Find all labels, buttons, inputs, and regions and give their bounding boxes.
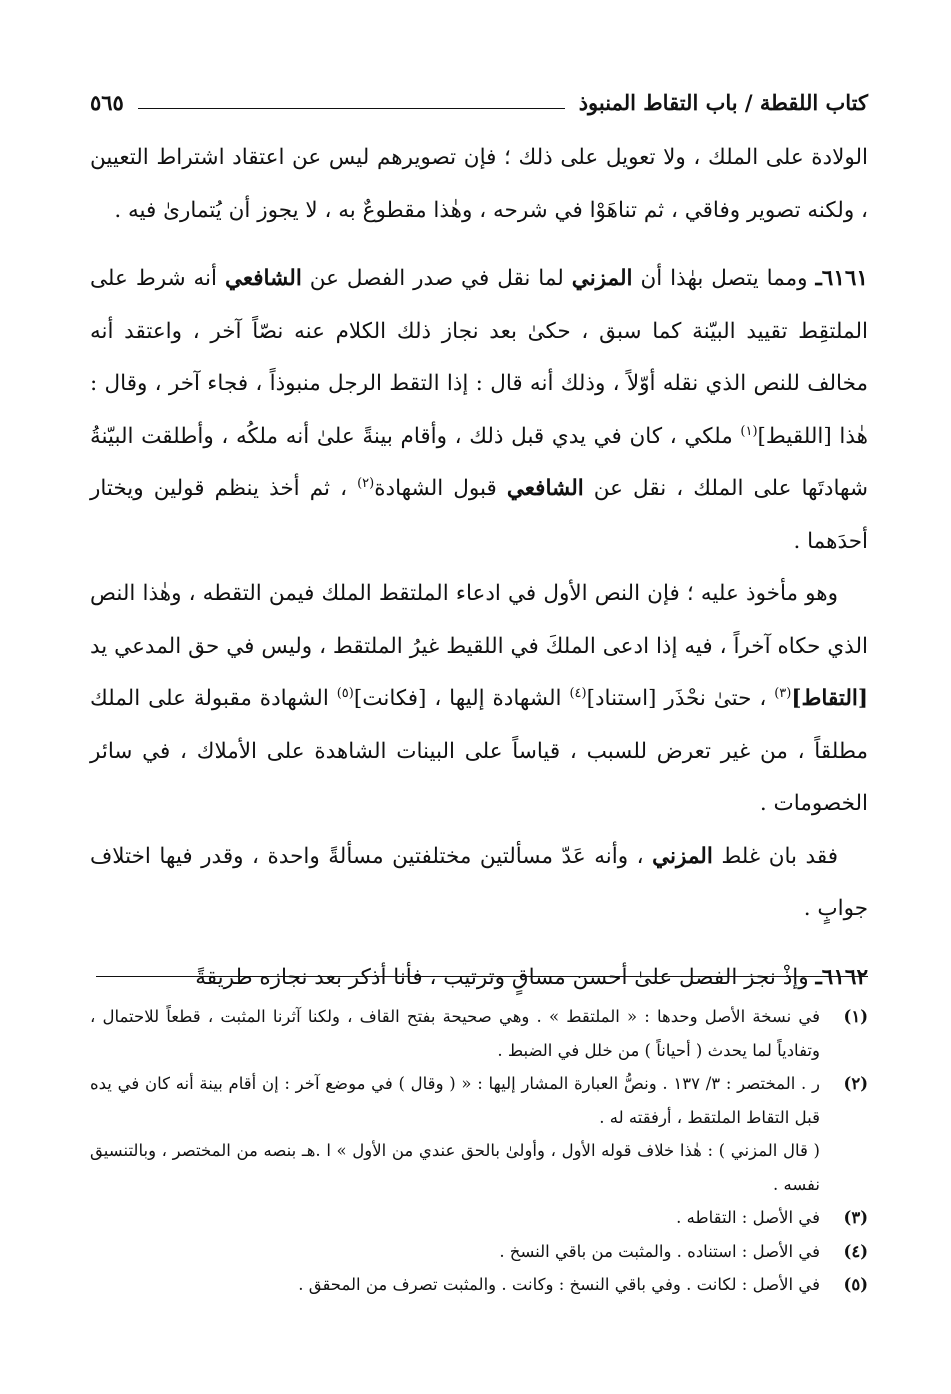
body-text — [90, 132, 868, 1004]
book-title: كتاب اللقطة / باب التقاط المنبوذ — [578, 89, 868, 115]
paragraph-6162: ٦١٦٢ـ وإذْ نجز الفصل علىٰ أحسن مساقٍ وترتيب ، فأنا أذكر بعد نجازه طريقةً — [195, 964, 868, 990]
footnote-separator — [96, 976, 868, 977]
footnote-ref-5[interactable]: (٥) — [336, 685, 354, 701]
footnote-1: (١) في نسخة الأصل وحدها : « الملتقط » . وهي صحيحة بفتح القاف ، ولكنا آثرنا المثبت ، قطعاً للاحتمال ، وتفادياً لما يحدث ( أحياناً ) من خلل في الضبط . — [90, 1007, 868, 1060]
name-shafii: الشافعي — [506, 476, 584, 501]
running-header — [90, 78, 868, 126]
paragraph-4: فقد بان غلط المزني ، وأنه عَدّ مسألتين مختلفتين مسألةً واحدة ، وقدر فيها اختلاف جوابٍ . — [90, 843, 868, 921]
footnote-ref-2[interactable]: (٢) — [357, 475, 375, 491]
page — [90, 78, 868, 1004]
name-muzani: المزني — [571, 266, 633, 291]
footnote-2: (٢) ر . المختصر : ٣/ ١٣٧ . ونصُّ العبارة المشار إليها : « ( وقال ) في موضع آخر : إن أقام بينة أنه كان في يده قبل التقاط الملتقط ، أرفقته له . — [90, 1074, 868, 1127]
name-muzani: المزني — [652, 843, 713, 869]
footnote-2-continued: ( قال المزني ) : هٰذا خلاف قوله الأول ، وأولىٰ بالحق عندي من الأول » ا .هـ بنصه من المختصر ، وبالتنسيق نفسه . — [90, 1141, 820, 1194]
footnote-ref-1[interactable]: (١) — [740, 423, 758, 439]
footnote-ref-3[interactable]: (٣) — [774, 685, 792, 701]
footnote-ref-4[interactable]: (٤) — [569, 685, 587, 701]
footnote-3: (٣) في الأصل : التقاطه . — [676, 1208, 868, 1227]
paragraph-number: ٦١٦١ـ — [815, 266, 868, 291]
bracket-term: [التقاط] — [791, 686, 869, 711]
paragraph-6161: ٦١٦١ـ ومما يتصل بهٰذا أن المزني لما نقل في صدر الفصل عن الشافعي أنه شرط على الملتقِط تقييد البيّنة كما سبق ، حكىٰ بعد نجاز ذلك الكلام عنه نصّاً آخر ، واعتقد أنه مخالف للنص الذي نقله أوّلاً ، وذلك أنه قال : إذا التقط الرجل منبوذاً ، فجاء آخر ، وقال : هٰذا [اللقيط]$^{(١)}$ ملكي ، كان في يدي قبل ذلك ، وأقام بينةً علىٰ أنه ملكُه ، وأطلقت البيّنةُ شهادتَها على الملك ، نقل عن الشافعي قبول الشهادة$^{(٢)}$ ، ثم أخذ ينظم قولين ويختار أحدَهما . — [90, 266, 868, 554]
paragraph-number: ٦١٦٢ـ — [815, 964, 868, 990]
header-rule — [138, 108, 565, 109]
paragraph-1: الولادة على الملك ، ولا تعويل على ذلك ؛ فإن تصويرهم ليس عن اعتقاد اشتراط التعيين ، ولكنه تصوير وفاقي ، ثم تناهَوْا في شرحه ، وهٰذا مقطوعٌ به ، لا يجوز أن يُتمارىٰ فيه . — [90, 145, 868, 223]
footnote-4: (٤) في الأصل : استناده . والمثبت من باقي النسخ . — [499, 1241, 868, 1261]
name-shafii: الشافعي — [224, 266, 302, 291]
footnote-5: (٥) في الأصل : لكانت . وفي باقي النسخ : وكانت . والمثبت تصرف من المحقق . — [298, 1275, 868, 1294]
paragraph-3: وهو مأخوذ عليه ؛ فإن النص الأول في ادعاء الملتقط الملك فيمن التقطه ، وهٰذا النص الذي حكاه آخراً ، فيه إذا ادعى الملكَ في اللقيط غيرُ الملتقط ، وليس في حق المدعي يد [التقاط]$^{(٣)}$ ، حتىٰ نحْذَر [استناد]$^{(٤)}$ الشهادة إليها ، [فكانت]$^{(٥)}$ الشهادة مقبولة على الملك مطلقاً ، من غير تعرض للسبب ، قياساً على البينات الشاهدة على الأملاك ، في سائر الخصومات . — [90, 581, 869, 816]
footnotes — [90, 1000, 868, 1302]
page-number: ٥٦٥ — [90, 89, 124, 115]
